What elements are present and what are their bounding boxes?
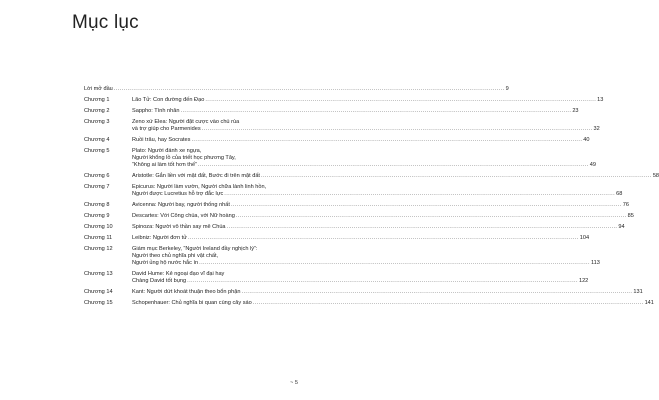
- chapter-title-line: [132, 108, 579, 115]
- toc-entry[interactable]: [84, 235, 590, 242]
- chapter-title-line: [84, 86, 509, 93]
- chapter-title-text: Avicenna: Người bay, người thống nhất: [132, 202, 230, 208]
- chapter-label: Chương 6: [84, 173, 110, 179]
- toc-page-number: 49: [589, 162, 596, 168]
- toc-page-number: 9: [505, 86, 509, 92]
- toc-entry[interactable]: [84, 300, 654, 307]
- chapter-title-line: Plato: Người đánh xe ngựa,: [132, 148, 202, 154]
- toc-entry[interactable]: [84, 108, 579, 115]
- chapter-title-text: và trợ giúp cho Parmenides: [132, 126, 201, 132]
- toc-entry[interactable]: [84, 271, 589, 285]
- toc-entry[interactable]: [84, 202, 630, 209]
- toc-entry[interactable]: [84, 148, 596, 169]
- chapter-label: Chương 11: [84, 235, 113, 241]
- chapter-title-text: Aristotle: Gắn liền với mặt đất, Bước đi trên mặt đất: [132, 173, 260, 179]
- chapter-title-line: [132, 300, 654, 307]
- chapter-label: Chương 7: [84, 184, 110, 190]
- chapter-title-line: Zeno xứ Elea: Người đặt cược vào chú rùa: [132, 119, 240, 125]
- toc-entry[interactable]: [84, 86, 509, 93]
- toc-entry[interactable]: [84, 246, 600, 267]
- dot-leader: ........................................................................................................................................................................................................: [113, 86, 505, 92]
- chapter-title-text: Schopenhauer: Chủ nghĩa bi quan cùng cây sáo: [132, 300, 252, 306]
- chapter-label: Chương 15: [84, 300, 113, 306]
- toc-page-number: 13: [597, 97, 604, 103]
- dot-leader: ........................................................................................................................................................................................................: [180, 108, 572, 114]
- chapter-title-line: [132, 213, 634, 220]
- chapter-title-text: Spinoza: Người vô thần say mê Chúa: [132, 224, 226, 230]
- chapter-title-text: Descartes: Với Công chúa, với Nữ hoàng: [132, 213, 235, 219]
- chapter-title-line: [132, 202, 630, 209]
- dot-leader: ........................................................................................................................................................................................................: [252, 300, 644, 306]
- toc-entry[interactable]: [84, 213, 634, 220]
- chapter-title-line: Giám mục Berkeley, “Người Ireland đầy nghịch lý”:: [132, 246, 258, 252]
- toc-page-number: 32: [593, 126, 600, 132]
- chapter-title-line: [132, 126, 600, 133]
- chapter-title-line: Epicurus: Người làm vườn, Người chữa lành linh hồn,: [132, 184, 267, 190]
- chapter-title-line: [132, 137, 590, 144]
- toc-page-number: 23: [572, 108, 579, 114]
- chapter-title-text: “Không ai làm tốt hơn thế”: [132, 162, 197, 168]
- chapter-label: Chương 4: [84, 137, 110, 143]
- chapter-label: Chương 14: [84, 289, 113, 295]
- dot-leader: ........................................................................................................................................................................................................: [187, 278, 578, 284]
- chapter-label: Chương 8: [84, 202, 110, 208]
- toc-page-number: 40: [583, 137, 590, 143]
- chapter-title-line: [132, 97, 604, 104]
- chapter-label: Chương 13: [84, 271, 113, 277]
- chapter-title-text: Ruồi trâu, hay Socrates: [132, 137, 191, 143]
- chapter-title-line: [132, 289, 643, 296]
- chapter-title-text: Chàng David tốt bụng: [132, 278, 187, 284]
- dot-leader: ........................................................................................................................................................................................................: [241, 289, 633, 295]
- dot-leader: ........................................................................................................................................................................................................: [235, 213, 627, 219]
- chapter-label: Chương 12: [84, 246, 113, 252]
- toc-page-number: 113: [590, 260, 600, 266]
- chapter-title-line: [132, 224, 625, 231]
- toc-entry[interactable]: [84, 224, 625, 231]
- toc-page-number: 94: [618, 224, 625, 230]
- table-of-contents: [84, 86, 659, 307]
- chapter-title-text: Leibniz: Người đơn tử: [132, 235, 187, 241]
- page-title: Mục lục: [72, 12, 139, 33]
- toc-entry[interactable]: [84, 184, 623, 198]
- chapter-title-line: Người khổng lồ của triết học phương Tây,: [132, 155, 236, 161]
- chapter-title-text: Lời mở đầu: [84, 86, 113, 92]
- dot-leader: ........................................................................................................................................................................................................: [201, 126, 593, 132]
- dot-leader: ........................................................................................................................................................................................................: [187, 235, 579, 241]
- toc-page-number: 122: [578, 278, 589, 284]
- chapter-label: Chương 2: [84, 108, 110, 114]
- chapter-label: Chương 3: [84, 119, 110, 125]
- toc-page-number: 58: [652, 173, 659, 179]
- dot-leader: ........................................................................................................................................................................................................: [199, 260, 590, 266]
- dot-leader: ........................................................................................................................................................................................................: [224, 191, 616, 197]
- toc-page-number: 131: [633, 289, 643, 295]
- toc-page-number: 141: [644, 300, 654, 306]
- chapter-title-text: Người ủng hộ nước hắc ín: [132, 260, 199, 266]
- chapter-title-line: [132, 173, 659, 180]
- dot-leader: ........................................................................................................................................................................................................: [260, 173, 652, 179]
- chapter-title-line: [132, 191, 623, 198]
- dot-leader: ........................................................................................................................................................................................................: [191, 137, 583, 143]
- toc-page-number: 76: [622, 202, 630, 208]
- chapter-title-text: Lão Tử: Con đường đến Đạo: [132, 97, 205, 103]
- dot-leader: ........................................................................................................................................................................................................: [230, 202, 622, 208]
- chapter-title-line: [132, 162, 596, 169]
- toc-entry[interactable]: [84, 137, 590, 144]
- dot-leader: ........................................................................................................................................................................................................: [226, 224, 618, 230]
- page-number: ~ 5: [290, 380, 298, 386]
- dot-leader: ........................................................................................................................................................................................................: [205, 97, 597, 103]
- chapter-label: Chương 5: [84, 148, 110, 154]
- chapter-title-line: [132, 235, 590, 242]
- toc-page-number: 104: [579, 235, 590, 241]
- chapter-title-text: Người được Lucretius hỗ trợ đắc lực: [132, 191, 224, 197]
- chapter-title-line: Người theo chủ nghĩa phi vật chất,: [132, 253, 219, 259]
- toc-entry[interactable]: [84, 97, 604, 104]
- chapter-title-line: [132, 260, 600, 267]
- toc-page-number: 68: [616, 191, 623, 197]
- dot-leader: ........................................................................................................................................................................................................: [197, 162, 589, 168]
- chapter-title-text: Sappho: Tình nhân: [132, 108, 180, 114]
- chapter-label: Chương 9: [84, 213, 110, 219]
- chapter-title-line: [132, 278, 589, 285]
- chapter-title-text: Kant: Người dứt khoát thuận theo bổn phận: [132, 289, 241, 295]
- chapter-label: Chương 10: [84, 224, 113, 230]
- chapter-title-line: David Hume: Kẻ ngoại đạo vĩ đại hay: [132, 271, 225, 277]
- toc-entry[interactable]: [84, 173, 659, 180]
- toc-page-number: 85: [627, 213, 634, 219]
- toc-entry[interactable]: [84, 289, 643, 296]
- toc-entry[interactable]: [84, 119, 600, 133]
- chapter-label: Chương 1: [84, 97, 110, 103]
